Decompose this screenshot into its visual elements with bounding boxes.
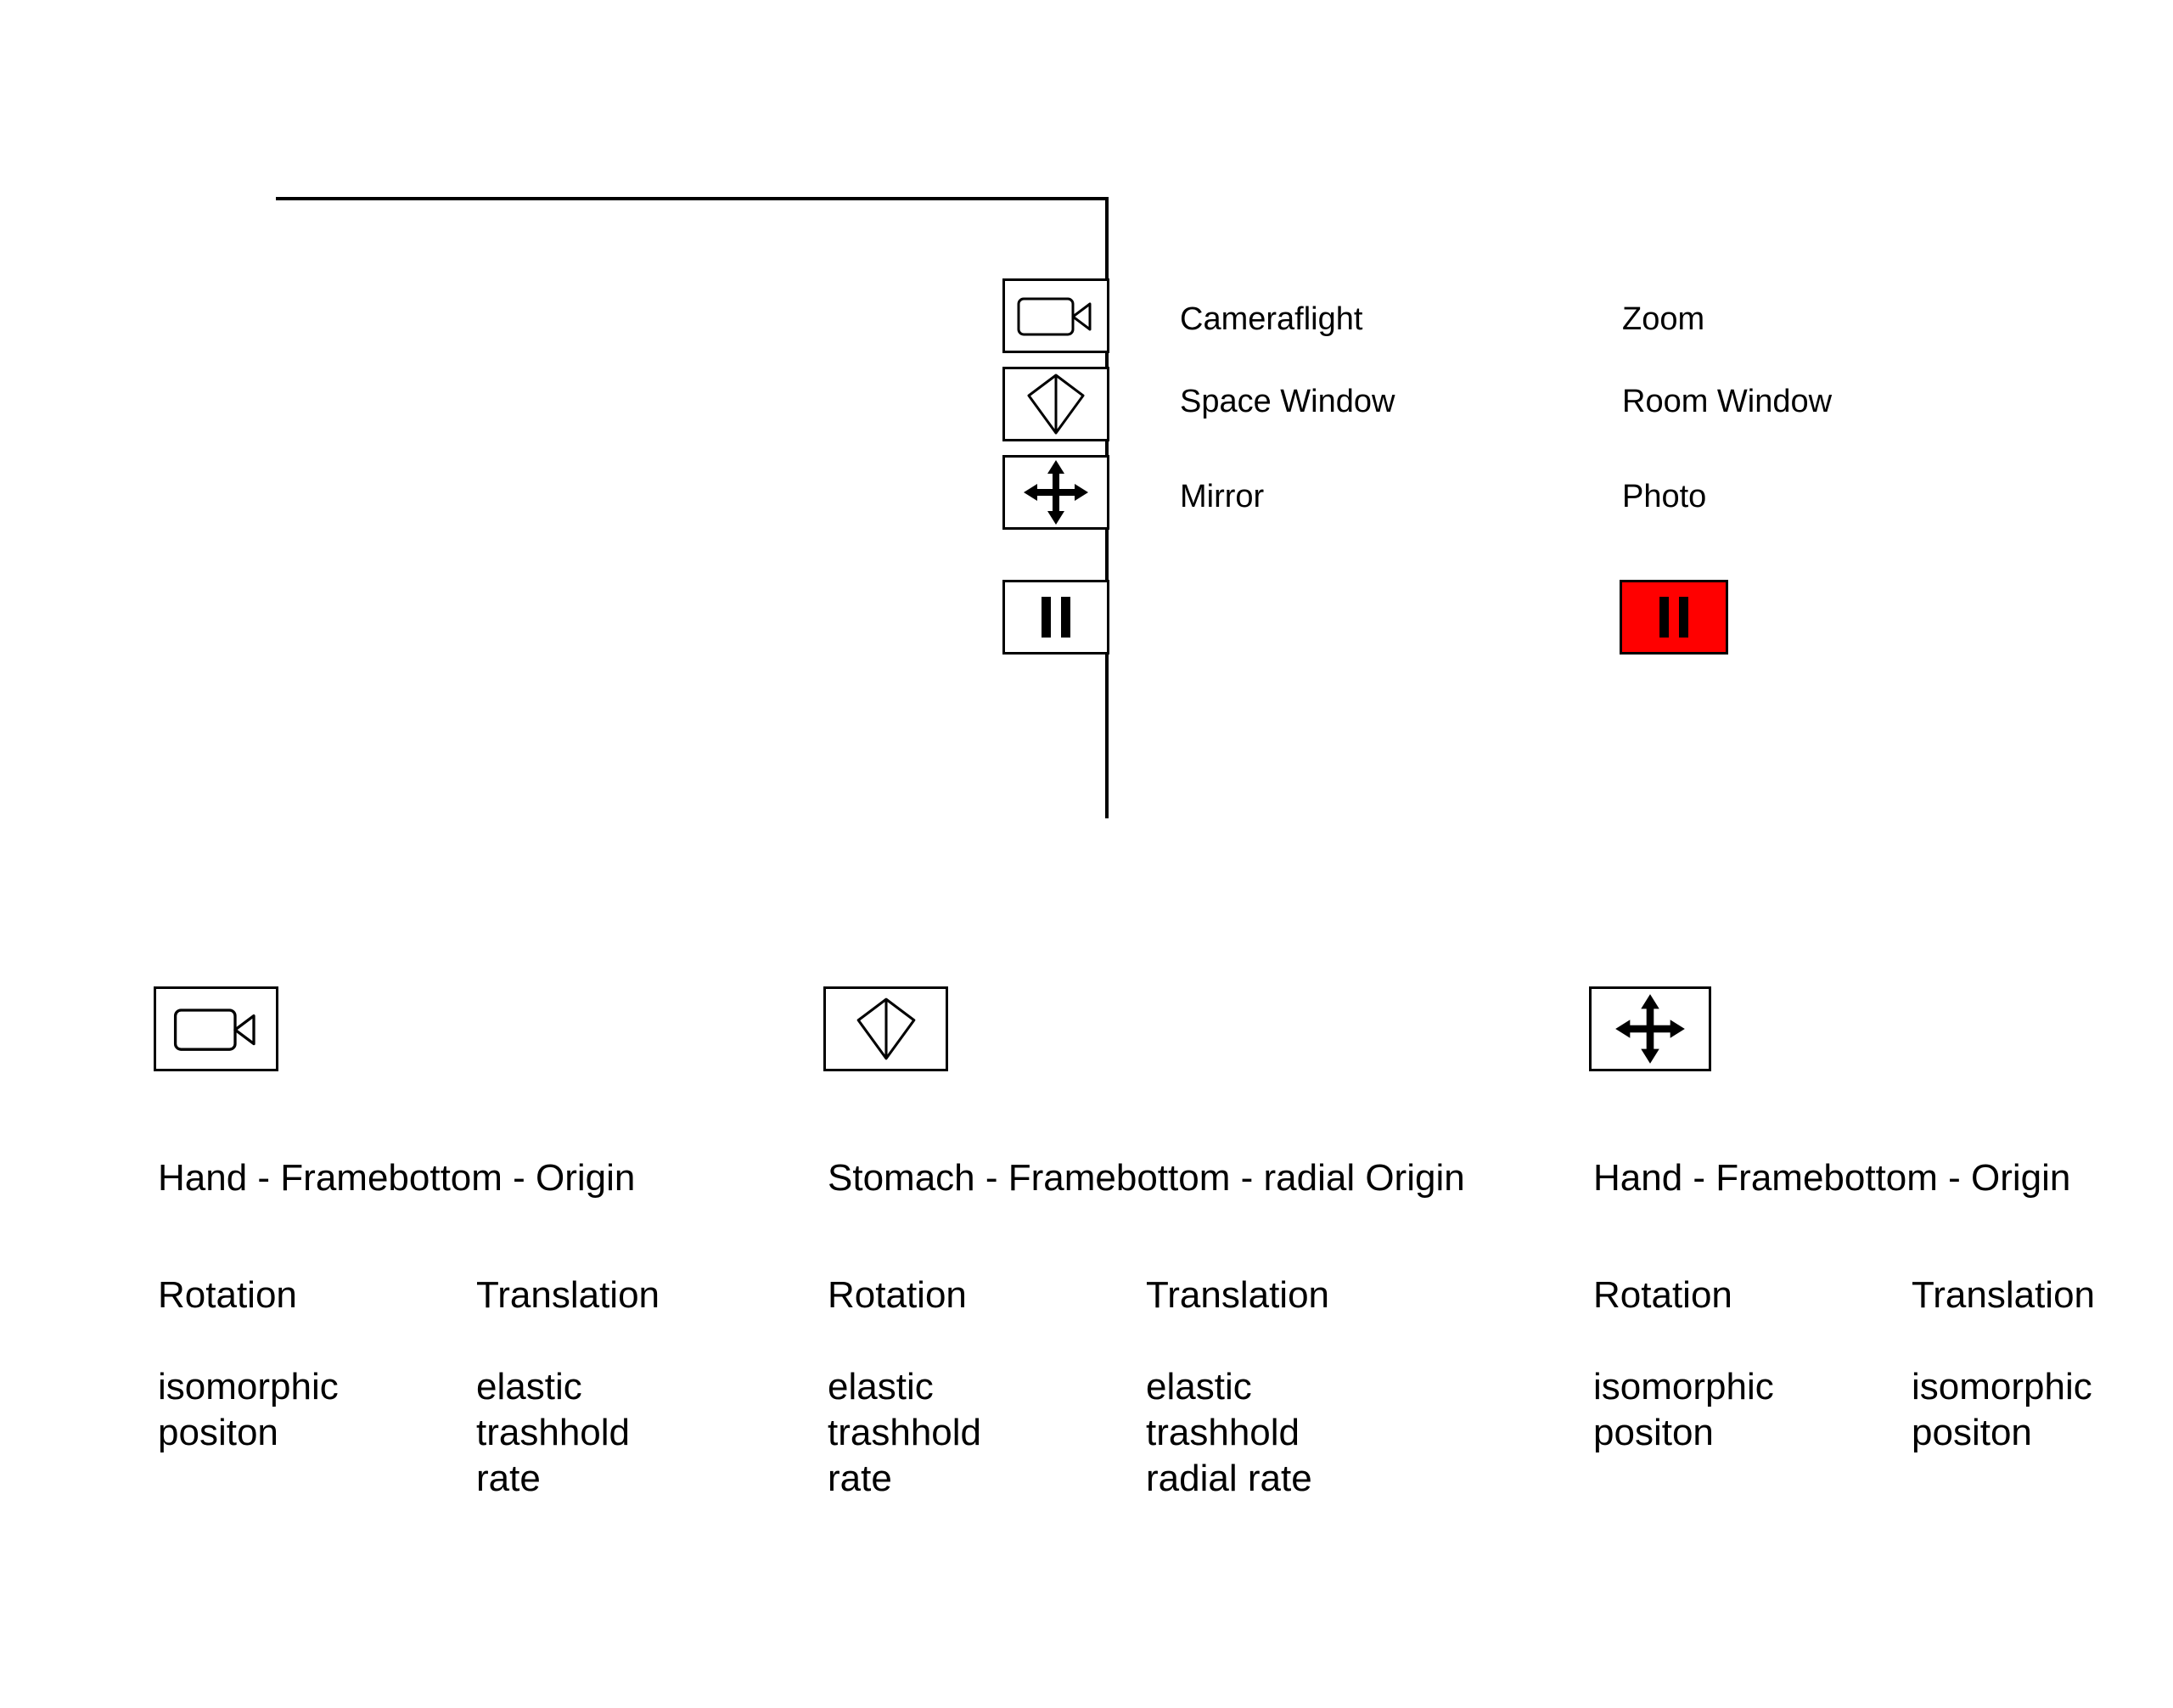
value-line: elastic xyxy=(476,1366,582,1407)
value-line: rate xyxy=(828,1458,892,1499)
menu-item-mirror[interactable]: Mirror xyxy=(1180,479,1265,514)
frame-top-line xyxy=(276,197,1108,200)
value-line: elastic xyxy=(1146,1366,1252,1407)
panel-1-rotation-heading: Rotation xyxy=(158,1274,297,1316)
pause-icon xyxy=(1042,597,1070,638)
panel-2-translation-values xyxy=(1146,1364,1312,1502)
cameraflight-button[interactable] xyxy=(1002,278,1109,353)
pause-button[interactable] xyxy=(1002,580,1109,655)
menu-item-space-window[interactable]: Space Window xyxy=(1180,384,1395,419)
value-line: trashhold xyxy=(1146,1412,1300,1453)
panel-2-kite-icon-box xyxy=(823,986,948,1071)
menu-item-photo[interactable]: Photo xyxy=(1622,479,1707,514)
panel-3-rotation-heading: Rotation xyxy=(1593,1274,1732,1316)
value-line: isomorphic xyxy=(1912,1366,2092,1407)
kite-diamond-icon xyxy=(1022,370,1090,438)
mirror-button[interactable] xyxy=(1002,455,1109,530)
value-line: trashhold xyxy=(476,1412,631,1453)
panel-2-translation-heading: Translation xyxy=(1146,1274,1330,1316)
value-line: positon xyxy=(1593,1412,1714,1453)
panel-3-move-icon-box xyxy=(1589,986,1711,1071)
panel-3-translation-values xyxy=(1912,1364,2092,1456)
value-line: rate xyxy=(476,1458,541,1499)
value-line: isomorphic xyxy=(158,1366,339,1407)
panel-1-title: Hand - Framebottom - Origin xyxy=(158,1157,636,1199)
kite-diamond-icon xyxy=(851,994,921,1064)
menu-item-cameraflight[interactable]: Cameraflight xyxy=(1180,301,1363,337)
panel-1-rotation-values xyxy=(158,1364,339,1456)
move-arrows-icon xyxy=(1614,992,1687,1065)
value-line: radial rate xyxy=(1146,1458,1312,1499)
space-window-button[interactable] xyxy=(1002,367,1109,441)
panel-1-translation-heading: Translation xyxy=(476,1274,660,1316)
value-line: isomorphic xyxy=(1593,1366,1774,1407)
value-line: elastic xyxy=(828,1366,934,1407)
panel-1-camera-icon-box xyxy=(154,986,278,1071)
panel-2-title: Stomach - Framebottom - radial Origin xyxy=(828,1157,1465,1199)
video-camera-icon xyxy=(1015,290,1097,341)
panel-3-translation-heading: Translation xyxy=(1912,1274,2096,1316)
menu-item-room-window[interactable]: Room Window xyxy=(1622,384,1833,419)
value-line: positon xyxy=(158,1412,278,1453)
move-arrows-icon xyxy=(1022,458,1090,526)
panel-2-rotation-heading: Rotation xyxy=(828,1274,967,1316)
panel-1-translation-values xyxy=(476,1364,630,1502)
menu-item-zoom[interactable]: Zoom xyxy=(1622,301,1705,337)
value-line: trashhold xyxy=(828,1412,982,1453)
pause-icon xyxy=(1659,597,1688,638)
panel-2-rotation-values xyxy=(828,1364,981,1502)
value-line: positon xyxy=(1912,1412,2032,1453)
pause-button-active[interactable] xyxy=(1620,580,1728,655)
video-camera-icon xyxy=(171,1001,261,1057)
panel-3-title: Hand - Framebottom - Origin xyxy=(1593,1157,2071,1199)
panel-3-rotation-values xyxy=(1593,1364,1774,1456)
